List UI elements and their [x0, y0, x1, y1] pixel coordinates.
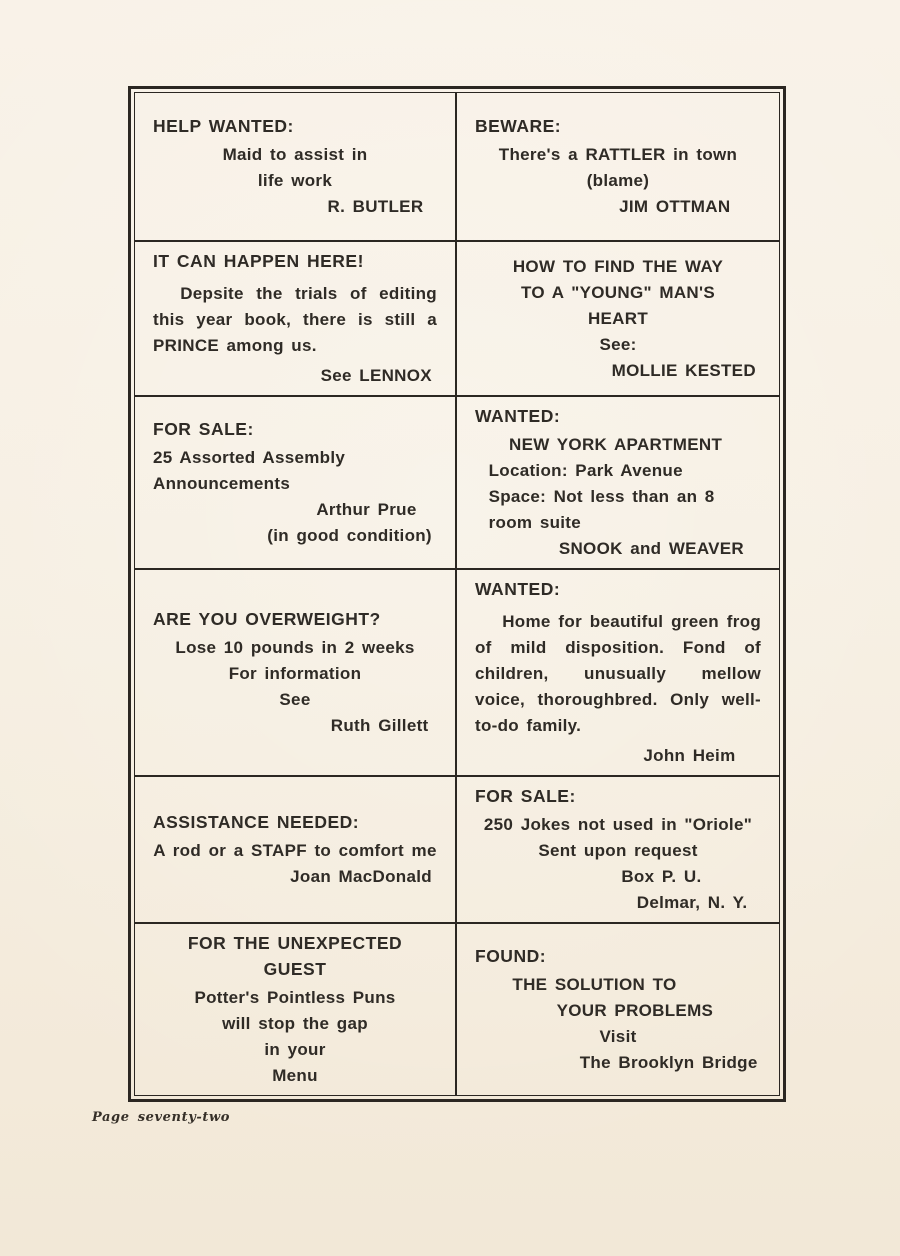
ad-cell	[457, 240, 779, 395]
ad-line: (blame)	[586, 171, 650, 190]
ad-line: There's a RATTLER in town	[498, 145, 738, 164]
ad-cell	[135, 395, 457, 568]
ad-cell	[135, 775, 457, 922]
ad-line: See:	[599, 334, 637, 354]
ad-line: Space: Not less than an 8 room suite	[488, 487, 715, 532]
ad-cell	[457, 775, 779, 922]
ad-title: BEWARE:	[475, 116, 562, 136]
ad-line: R. BUTLER	[327, 197, 424, 216]
ad-title: HELP WANTED:	[153, 116, 294, 136]
ad-line: life work	[257, 171, 333, 190]
ad-line: MOLLIE KESTED	[611, 360, 756, 380]
ad-line: Menu	[272, 1066, 318, 1085]
ad-line: in your	[264, 1040, 326, 1059]
ad-line: THE SOLUTION TO	[512, 975, 677, 994]
ad-cell	[135, 568, 457, 775]
ad-title: WANTED:	[475, 579, 561, 599]
ads-grid	[134, 92, 780, 1096]
ad-title: FOR SALE:	[475, 786, 576, 806]
ad-line: TO A "YOUNG" MAN'S	[521, 282, 715, 302]
ad-line: HOW TO FIND THE WAY	[512, 256, 724, 276]
ad-line: Box P. U.	[621, 867, 702, 886]
ad-title: FOUND:	[475, 946, 547, 966]
ad-title: FOR SALE:	[153, 419, 254, 439]
ad-cell	[457, 922, 779, 1095]
ad-cell	[457, 93, 779, 240]
ad-line: NEW YORK APARTMENT	[509, 435, 723, 454]
ad-line: SNOOK and WEAVER	[558, 539, 744, 558]
ad-line: 25 Assorted Assembly Announcements	[153, 448, 346, 493]
ad-line: Potter's Pointless Puns	[194, 988, 396, 1007]
page-number-label: Page seventy-two	[92, 1110, 231, 1125]
ad-cell	[457, 395, 779, 568]
ads-board-frame	[128, 86, 786, 1102]
ad-line: For information	[228, 664, 362, 683]
ad-line: HEART	[587, 308, 649, 328]
ad-body-paragraph: Home for beautiful green frog of mild disposition. Fond of children, unusually mellow voice, thoroughbred. Only well-to-do family.	[475, 612, 761, 735]
ad-line: Joan MacDonald	[290, 867, 432, 886]
ad-title: IT CAN HAPPEN HERE!	[153, 251, 364, 271]
ad-cell	[135, 240, 457, 395]
ad-cell	[457, 568, 779, 775]
ad-line: The Brooklyn Bridge	[579, 1053, 758, 1072]
ad-line: John Heim	[643, 746, 736, 765]
ad-title: FOR THE UNEXPECTED GUEST	[187, 933, 403, 979]
ad-line: Visit	[599, 1027, 637, 1046]
ad-line: Sent upon request	[538, 841, 698, 860]
ad-line: JIM OTTMAN	[619, 197, 731, 216]
ad-line: See LENNOX	[320, 366, 432, 385]
ad-line: Location: Park Avenue	[488, 461, 683, 480]
ad-line: Lose 10 pounds in 2 weeks	[175, 638, 415, 657]
ad-line: will stop the gap	[222, 1014, 368, 1033]
ad-line: Delmar, N. Y.	[636, 893, 748, 912]
ad-title: ASSISTANCE NEEDED:	[153, 812, 360, 832]
ad-line: A rod or a STAPF to comfort me	[153, 841, 437, 860]
ad-line: See	[279, 690, 311, 709]
ad-line: 250 Jokes not used in "Oriole"	[483, 815, 753, 834]
ad-cell	[135, 922, 457, 1095]
ad-line: Ruth Gillett	[330, 716, 429, 735]
ad-line: Maid to assist in	[222, 145, 368, 164]
ad-body-paragraph: Depsite the trials of editing this year book, there is still a PRINCE among us.	[153, 284, 437, 355]
ad-title: WANTED:	[475, 406, 561, 426]
ad-line: (in good condition)	[267, 526, 432, 545]
ad-cell	[135, 93, 457, 240]
ad-title: ARE YOU OVERWEIGHT?	[153, 609, 381, 629]
ad-line: Arthur Prue	[316, 500, 417, 519]
ad-line: YOUR PROBLEMS	[556, 1001, 714, 1020]
